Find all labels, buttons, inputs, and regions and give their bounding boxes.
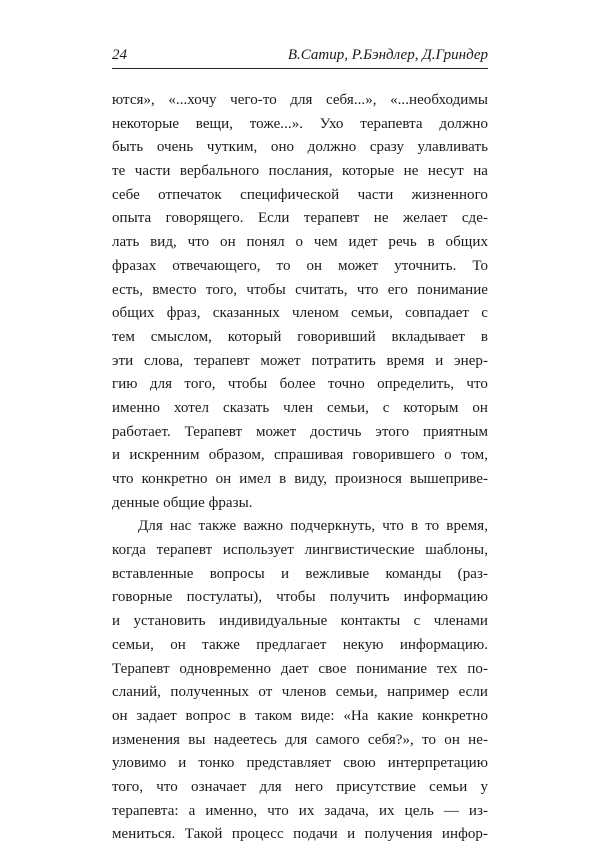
text-line: того, что означает для него присутствие семьи у: [112, 778, 488, 795]
text-line: эти слова, терапевт может потратить время и энер-: [112, 352, 488, 369]
text-line: изменения вы надеетесь для самого себя?», то он не-: [112, 731, 488, 748]
text-line: именно хотел сказать член семьи, с которым он: [112, 399, 488, 416]
text-line: те части вербального послания, которые не несут на: [112, 163, 488, 180]
paragraph-end-line: денные общие фразы.: [112, 494, 253, 511]
text-line: некоторые вещи, тоже...». Ухо терапевта должно: [112, 115, 488, 132]
text-line: себе отпечаток специфической части жизненного: [112, 186, 488, 203]
text-line: Терапевт одновременно дает свое понимание тех по-: [112, 660, 488, 677]
text-line: гию для того, чтобы более точно определить, что: [112, 376, 488, 393]
text-line: опыта говорящего. Если терапевт не желает сде-: [112, 210, 488, 227]
text-line: общих фраз, сказанных членом семьи, совпадает с: [112, 305, 488, 322]
text-line: и установить индивидуальные контакты с членами: [112, 613, 488, 630]
text-line: что конкретно он имел в виду, произнося вышеприве-: [112, 471, 488, 487]
text-line: и искренним образом, спрашивая говорившего о том,: [112, 447, 488, 464]
text-line: уловимо и тонко представляет свою интерпретацию: [112, 755, 488, 772]
text-line: фразах отвечающего, то он может уточнить. То: [112, 257, 488, 274]
text-line: говорные постулаты), чтобы получить информацию: [112, 589, 488, 606]
text-line: когда терапевт использует лингвистические шаблоны,: [112, 542, 488, 559]
text-line: тем смыслом, который говоривший вкладывает в: [112, 328, 488, 345]
text-line: быть очень чутким, оно должно сразу улавливать: [112, 139, 488, 156]
running-title: В.Сатир, Р.Бэндлер, Д.Гриндер: [287, 47, 488, 63]
text-line: есть, вместо того, чтобы считать, что его понимание: [112, 281, 488, 298]
text-line: вставленные вопросы и вежливые команды (раз-: [112, 565, 488, 582]
text-line: ются», «...хочу чего-то для себя...», «...необходимы: [112, 92, 488, 108]
text-line: работает. Терапевт может достичь этого приятным: [112, 423, 488, 440]
body-text: [112, 89, 488, 847]
page-number: 24: [112, 47, 127, 63]
text-line: терапевта: а именно, что их задача, их цель — из-: [112, 802, 488, 819]
text-line: сланий, полученных от членов семьи, например если: [112, 684, 488, 701]
text-line: лать вид, что он понял о чем идет речь в общих: [112, 234, 488, 251]
text-line: он задает вопрос в таком виде: «На какие конкретно: [112, 707, 488, 724]
text-line: семьи, он также предлагает некую информацию.: [112, 636, 488, 653]
text-line: мениться. Такой процесс подачи и получения инфор-: [112, 826, 488, 843]
page-header: [112, 44, 488, 69]
paragraph-first-line: Для нас также важно подчеркнуть, что в то время,: [138, 518, 488, 535]
